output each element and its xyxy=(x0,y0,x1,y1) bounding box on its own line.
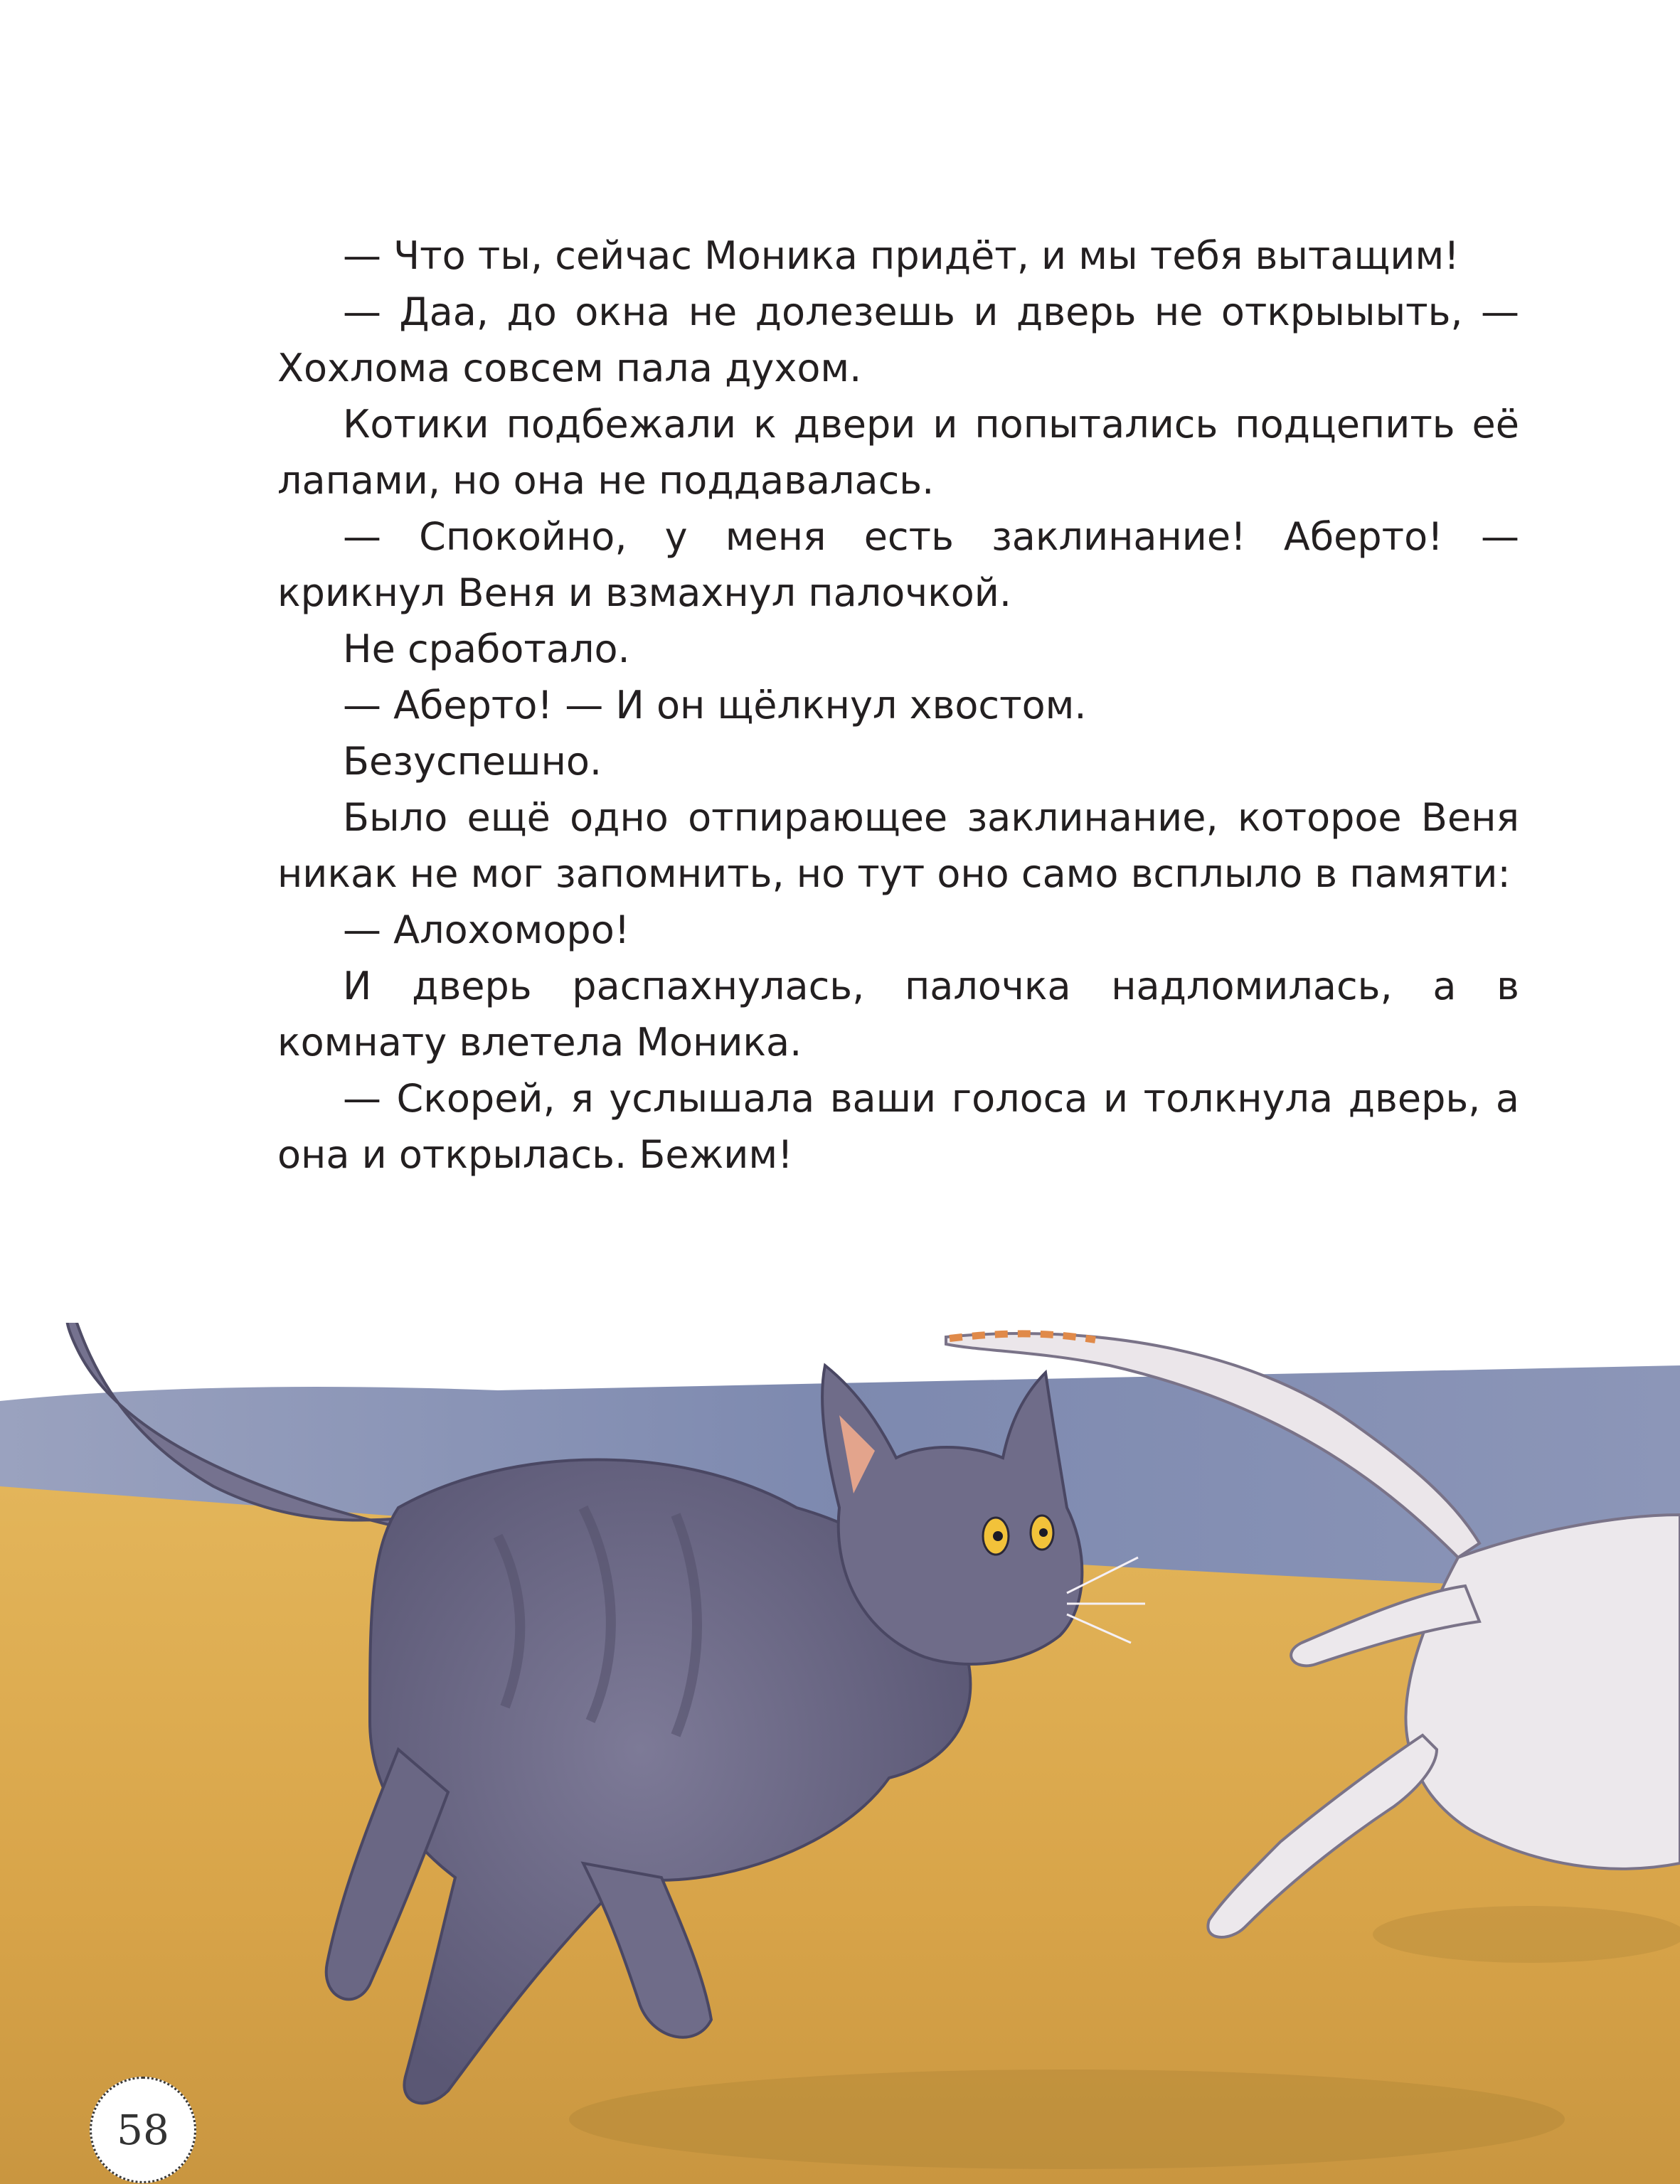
cats-running-illustration xyxy=(0,1323,1680,2184)
paragraph: Безуспешно. xyxy=(343,739,602,784)
paragraph: — Спокойно, у меня есть заклинание! Аберто! — крикнул Веня и взмахнул палочкой. xyxy=(277,514,1519,615)
paragraph: Не сработало. xyxy=(343,627,630,671)
story-text xyxy=(277,228,1519,1183)
paragraph: И дверь распахнулась, палочка надломилась, а в комнату влетела Моника. xyxy=(277,964,1519,1065)
paragraph: — Что ты, сейчас Моника придёт, и мы тебя вытащим! xyxy=(343,233,1460,278)
floor-shadow xyxy=(1373,1906,1680,1963)
page-number: 58 xyxy=(90,2077,196,2183)
paragraph: — Аберто! — И он щёлкнул хвостом. xyxy=(343,683,1087,728)
paragraph: — Алохоморо! xyxy=(343,907,630,952)
paragraph: Было ещё одно отпирающее заклинание, которое Веня никак не мог запомнить, но тут оно само всплыло в памяти: xyxy=(277,795,1519,896)
paragraph: Котики подбежали к двери и попытались подцепить её лапами, но она не поддавалась. xyxy=(277,402,1519,503)
paragraph: — Скорей, я услышала ваши голоса и толкнула дверь, а она и открылась. Бежим! xyxy=(277,1076,1519,1177)
floor-shadow xyxy=(569,2070,1565,2169)
paragraph: — Даа, до окна не долезешь и дверь не открыыыть, — Хохлома совсем пала духом. xyxy=(277,289,1519,390)
